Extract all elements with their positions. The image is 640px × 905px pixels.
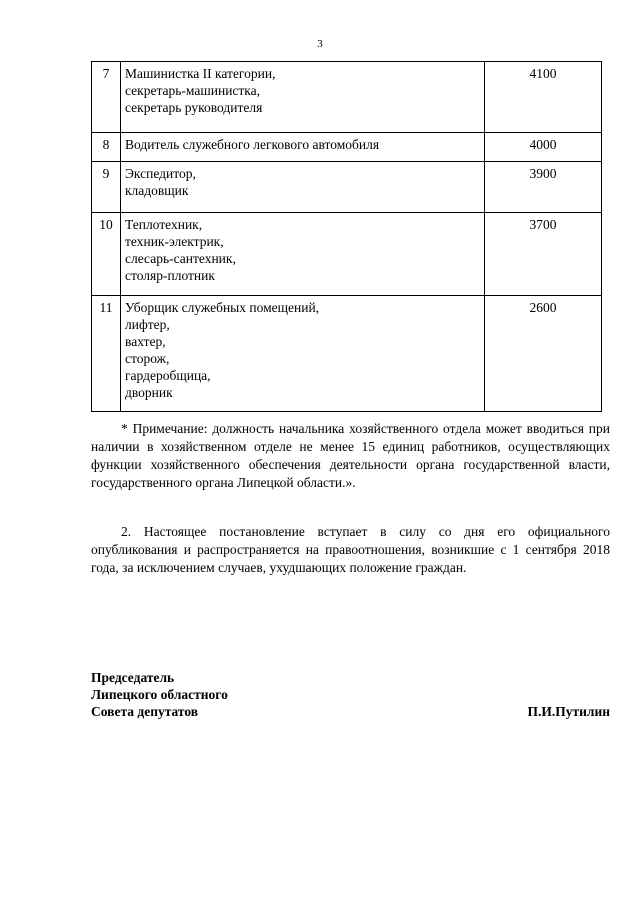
position-line: Теплотехник, bbox=[125, 217, 203, 232]
position-line: секретарь-машинистка, bbox=[125, 83, 261, 98]
row-number: 7 bbox=[92, 62, 121, 133]
position-line: кладовщик bbox=[125, 183, 189, 198]
position-line: Водитель служебного легкового автомобиля bbox=[125, 137, 380, 152]
position-title bbox=[121, 133, 485, 162]
position-line: сторож, bbox=[125, 351, 170, 366]
position-line: Уборщик служебных помещений, bbox=[125, 300, 320, 315]
position-line: техник-электрик, bbox=[125, 234, 224, 249]
signatory-title-line: Совета депутатов bbox=[91, 704, 199, 719]
position-line: Машинистка II категории, bbox=[125, 66, 276, 81]
table-row bbox=[92, 162, 602, 213]
position-line: дворник bbox=[125, 385, 173, 400]
position-line: секретарь руководителя bbox=[125, 100, 263, 115]
table-row bbox=[92, 213, 602, 296]
salary-value: 3900 bbox=[485, 162, 602, 213]
signatory-title-line: Липецкого областного bbox=[91, 687, 228, 702]
signatory-name: П.И.Путилин bbox=[527, 704, 610, 719]
row-number: 8 bbox=[92, 133, 121, 162]
position-line: лифтер, bbox=[125, 317, 170, 332]
table-row bbox=[92, 133, 602, 162]
row-number: 11 bbox=[92, 296, 121, 412]
positions-salary-table bbox=[91, 61, 602, 412]
page-number: 3 bbox=[317, 38, 323, 50]
signature-block bbox=[91, 669, 610, 720]
table-row bbox=[92, 296, 602, 412]
position-title bbox=[121, 213, 485, 296]
salary-value: 3700 bbox=[485, 213, 602, 296]
salary-value: 2600 bbox=[485, 296, 602, 412]
row-number: 10 bbox=[92, 213, 121, 296]
position-title bbox=[121, 296, 485, 412]
clause-paragraph: 2. Настоящее постановление вступает в силу со дня его официального опубликования и распространяется на правоотношения, возникшие с 1 сентября 2018 года, за исключением случаев, ухудшающих положение граждан. bbox=[91, 524, 610, 575]
position-title bbox=[121, 62, 485, 133]
footnote-paragraph: * Примечание: должность начальника хозяйственного отдела может вводиться при наличии в хозяйственном отделе не менее 15 единиц работников, осуществляющих функции хозяйственного обеспечения деятельности органа государственной власти, государственного органа Липецкой области.». bbox=[91, 421, 610, 490]
position-title bbox=[121, 162, 485, 213]
table-row bbox=[92, 62, 602, 133]
position-line: Экспедитор, bbox=[125, 166, 196, 181]
signatory-title-line: Председатель bbox=[91, 670, 175, 685]
salary-value: 4100 bbox=[485, 62, 602, 133]
row-number: 9 bbox=[92, 162, 121, 213]
position-line: вахтер, bbox=[125, 334, 166, 349]
position-line: слесарь-сантехник, bbox=[125, 251, 236, 266]
position-line: столяр-плотник bbox=[125, 268, 215, 283]
salary-value: 4000 bbox=[485, 133, 602, 162]
position-line: гардеробщица, bbox=[125, 368, 211, 383]
